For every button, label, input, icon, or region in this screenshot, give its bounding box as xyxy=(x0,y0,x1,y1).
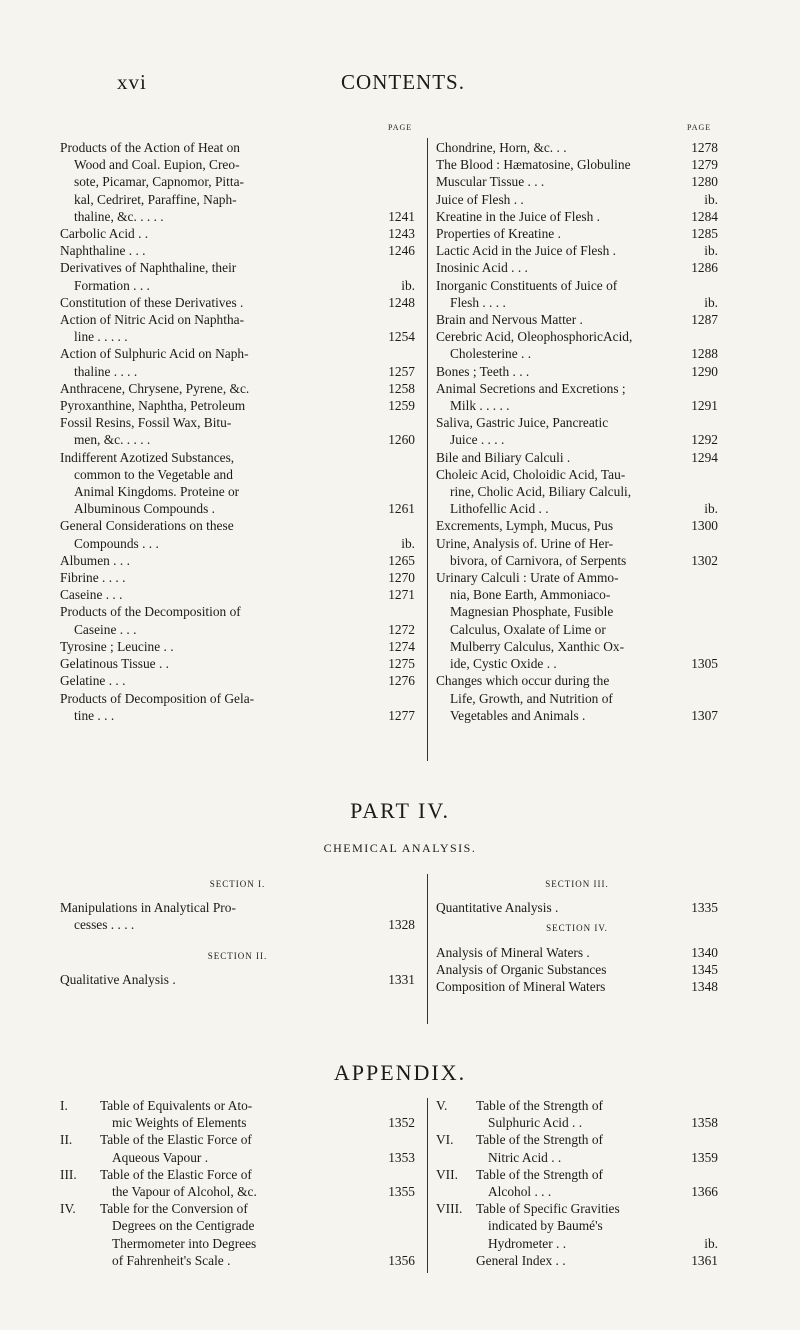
toc-entry xyxy=(60,345,415,379)
toc-entry xyxy=(60,294,415,311)
entry-page-number: 1335 xyxy=(691,900,718,916)
roman-numeral: III. xyxy=(60,1166,77,1182)
entry-page-number: 1257 xyxy=(388,363,415,379)
entry-title-line: General Index . . xyxy=(476,1252,566,1268)
entry-title-line: Thermometer into Degrees xyxy=(112,1235,257,1251)
entry-title-line: line . . . . . xyxy=(74,329,128,345)
toc-entry xyxy=(436,961,718,978)
entry-page-number: 1358 xyxy=(691,1115,718,1131)
entry-title-line: Brain and Nervous Matter . xyxy=(436,312,583,328)
entry-title-line: Cerebric Acid, OleophosphoricAcid, xyxy=(436,329,633,345)
entry-title-line: Naphthaline . . . xyxy=(60,243,146,259)
toc-entry xyxy=(436,363,718,380)
toc-entry xyxy=(436,978,718,995)
roman-numeral: V. xyxy=(436,1098,448,1113)
roman-numeral: II. xyxy=(60,1132,73,1148)
entry-page-number: 1331 xyxy=(388,971,415,987)
page-column-label-right: PAGE xyxy=(687,123,712,132)
entry-title-line: Composition of Mineral Waters xyxy=(436,979,606,995)
entry-page-number: 1277 xyxy=(388,707,415,723)
entry-title-line: Pyroxanthine, Naphtha, Petroleum xyxy=(60,398,246,414)
page-title: CONTENTS. xyxy=(341,70,465,94)
entry-page-number: ib. xyxy=(704,501,718,517)
roman-numeral: I. xyxy=(60,1098,68,1113)
appendix-entry xyxy=(60,1131,415,1165)
entry-page-number: 1270 xyxy=(388,570,415,586)
section-heading: SECTION III. xyxy=(545,879,609,889)
entry-page-number: 1353 xyxy=(388,1149,415,1165)
toc-entry xyxy=(60,899,415,933)
entry-title-line: Anthracene, Chrysene, Pyrene, &c. xyxy=(60,380,250,396)
entry-title-line: Vegetables and Animals . xyxy=(450,707,586,723)
toc-entry xyxy=(436,259,718,276)
entry-page-number: 1305 xyxy=(691,656,718,672)
toc-entry xyxy=(436,225,718,242)
entry-title-line: Fossil Resins, Fossil Wax, Bitu- xyxy=(60,415,232,431)
appendix-entry xyxy=(436,1131,718,1165)
toc-entry xyxy=(436,156,718,173)
entry-page-number: 1287 xyxy=(691,312,718,328)
entry-title-line: Urine, Analysis of. Urine of Her- xyxy=(436,535,614,551)
entry-title-line: Inosinic Acid . . . xyxy=(436,260,528,276)
entry-page-number: 1355 xyxy=(388,1184,415,1200)
entry-title-line: Life, Growth, and Nutrition of xyxy=(450,690,613,706)
entry-page-number: 1261 xyxy=(388,501,415,517)
toc-entry xyxy=(60,603,415,637)
toc-entry xyxy=(436,277,718,311)
entry-page-number: 1260 xyxy=(388,432,415,448)
roman-numeral: VI. xyxy=(436,1132,454,1148)
entry-title-line: Urinary Calculi : Urate of Ammo- xyxy=(436,570,619,586)
toc-entry xyxy=(436,944,718,961)
entry-title-line: nia, Bone Earth, Ammoniaco- xyxy=(450,587,611,603)
toc-entry xyxy=(60,242,415,259)
entry-page-number: ib. xyxy=(704,294,718,310)
toc-entry xyxy=(60,139,415,225)
entry-title-line: Gelatinous Tissue . . xyxy=(60,656,170,672)
entry-page-number: 1286 xyxy=(691,260,718,276)
entry-title-line: Magnesian Phosphate, Fusible xyxy=(450,604,614,620)
entry-title-line: Hydrometer . . xyxy=(488,1235,567,1251)
roman-numeral: VIII. xyxy=(436,1201,463,1217)
entry-title-line: indicated by Baumé's xyxy=(488,1218,603,1234)
entry-title-line: Albumen . . . xyxy=(60,552,130,568)
entry-page-number: 1280 xyxy=(691,174,718,190)
entry-title-line: thaline, &c. . . . . xyxy=(74,208,164,224)
entry-title-line: Action of Sulphuric Acid on Naph- xyxy=(60,346,249,362)
entry-title-line: General Considerations on these xyxy=(60,518,234,534)
entry-page-number: 1345 xyxy=(691,961,718,977)
entry-title-line: Table of Specific Gravities xyxy=(476,1201,620,1217)
entry-title-line: common to the Vegetable and xyxy=(74,466,233,482)
toc-entry xyxy=(436,328,718,362)
entry-page-number: 1243 xyxy=(388,226,415,242)
entry-title-line: Formation . . . xyxy=(74,277,150,293)
entry-page-number: 1340 xyxy=(691,944,718,960)
entry-title-line: Sulphuric Acid . . xyxy=(488,1115,583,1131)
toc-entry xyxy=(436,242,718,259)
appendix-entry xyxy=(436,1166,718,1200)
entry-page-number: ib. xyxy=(704,243,718,259)
section-heading: SECTION II. xyxy=(207,950,268,961)
entry-title-line: cesses . . . . xyxy=(74,917,135,933)
page-number: xvi xyxy=(117,70,147,94)
entry-title-line: Caseine . . . xyxy=(60,587,123,603)
entry-page-number: 1348 xyxy=(691,979,718,995)
appendix-entry xyxy=(436,1097,718,1131)
entry-title-line: Products of the Action of Heat on xyxy=(60,140,240,155)
toc-entry xyxy=(60,397,415,414)
entry-title-line: Nitric Acid . . xyxy=(488,1149,562,1165)
entry-page-number: 1279 xyxy=(691,157,718,173)
entry-title-line: men, &c. . . . . xyxy=(74,432,151,448)
toc-entry xyxy=(60,655,415,672)
entry-title-line: rine, Cholic Acid, Biliary Calculi, xyxy=(450,484,632,500)
toc-entry xyxy=(436,173,718,190)
analysis-column-right xyxy=(436,872,718,995)
toc-entry xyxy=(436,569,718,672)
entry-page-number: ib. xyxy=(401,535,415,551)
entry-page-number: 1352 xyxy=(388,1115,415,1131)
entry-page-number: 1271 xyxy=(388,587,415,603)
entry-page-number: 1258 xyxy=(388,380,415,396)
entry-page-number: 1284 xyxy=(691,208,718,224)
entry-title-line: Milk . . . . . xyxy=(450,398,510,414)
entry-title-line: kal, Cedriret, Paraffine, Naph- xyxy=(74,191,237,207)
toc-entry xyxy=(60,259,415,293)
entry-title-line: Flesh . . . . xyxy=(450,294,506,310)
entry-title-line: Table of the Elastic Force of xyxy=(100,1166,252,1182)
toc-entry xyxy=(436,311,718,328)
toc-entry xyxy=(60,552,415,569)
entry-title-line: Analysis of Organic Substances xyxy=(436,961,607,977)
entry-page-number: 1274 xyxy=(388,638,415,654)
toc-entry xyxy=(436,208,718,225)
appendix-entry xyxy=(436,1252,718,1269)
entry-page-number: 1241 xyxy=(388,208,415,224)
entry-page-number: 1254 xyxy=(388,329,415,345)
entry-title-line: Table of the Strength of xyxy=(476,1166,603,1182)
toc-entry xyxy=(436,139,718,156)
toc-entry xyxy=(60,586,415,603)
roman-numeral: VII. xyxy=(436,1166,458,1182)
entry-title-line: Manipulations in Analytical Pro- xyxy=(60,900,236,916)
entry-title-line: Caseine . . . xyxy=(74,621,137,637)
entry-title-line: Kreatine in the Juice of Flesh . xyxy=(436,208,600,224)
entry-page-number: ib. xyxy=(704,1235,718,1251)
entry-title-line: Products of Decomposition of Gela- xyxy=(60,690,255,706)
entry-title-line: Muscular Tissue . . . xyxy=(436,174,545,190)
entry-title-line: thaline . . . . xyxy=(74,363,138,379)
entry-title-line: Action of Nitric Acid on Naphtha- xyxy=(60,312,245,328)
section-ii xyxy=(60,948,415,988)
appendix-column-right xyxy=(436,1097,718,1269)
entry-title-line: Fibrine . . . . xyxy=(60,570,126,586)
toc-entry xyxy=(436,899,718,916)
toc-entry xyxy=(436,672,718,724)
toc-entry xyxy=(436,535,718,569)
entry-title-line: Chondrine, Horn, &c. . . xyxy=(436,140,567,155)
entry-title-line: Animal Secretions and Excretions ; xyxy=(436,380,626,396)
toc-entry xyxy=(60,690,415,724)
entry-title-line: Products of the Decomposition of xyxy=(60,604,241,620)
toc-entry xyxy=(60,380,415,397)
entry-title-line: Analysis of Mineral Waters . xyxy=(436,944,590,960)
entry-page-number: 1285 xyxy=(691,226,718,242)
toc-entry xyxy=(60,311,415,345)
section-heading: SECTION I. xyxy=(209,879,266,889)
entry-title-line: Degrees on the Centigrade xyxy=(112,1218,255,1234)
entry-title-line: of Fahrenheit's Scale . xyxy=(112,1252,231,1268)
entry-page-number: 1294 xyxy=(691,449,718,465)
entry-title-line: Juice of Flesh . . xyxy=(436,191,524,207)
entry-page-number: 1265 xyxy=(388,552,415,568)
entry-title-line: Changes which occur during the xyxy=(436,673,610,689)
entry-title-line: Table of the Strength of xyxy=(476,1098,603,1113)
entry-page-number: 1366 xyxy=(691,1184,718,1200)
section-iv xyxy=(436,920,718,995)
entry-page-number: 1328 xyxy=(388,917,415,933)
entry-title-line: Excrements, Lymph, Mucus, Pus xyxy=(436,518,614,534)
appendix-entry xyxy=(60,1200,415,1269)
toc-entry xyxy=(60,569,415,586)
entry-title-line: Mulberry Calculus, Xanthic Ox- xyxy=(450,638,625,654)
entry-title-line: Tyrosine ; Leucine . . xyxy=(60,638,174,654)
toc-entry xyxy=(60,638,415,655)
entry-title-line: Aqueous Vapour . xyxy=(112,1149,209,1165)
toc-entry xyxy=(436,191,718,208)
column-divider-analysis xyxy=(427,874,428,1024)
entry-page-number: ib. xyxy=(401,277,415,293)
appendix-entry xyxy=(436,1200,718,1252)
toc-entry xyxy=(60,517,415,551)
entry-title-line: Calculus, Oxalate of Lime or xyxy=(450,621,606,637)
entry-page-number: 1259 xyxy=(388,398,415,414)
entry-title-line: Carbolic Acid . . xyxy=(60,226,149,242)
entry-title-line: Table of the Strength of xyxy=(476,1132,603,1148)
entry-title-line: Constitution of these Derivatives . xyxy=(60,294,244,310)
entry-title-line: Properties of Kreatine . xyxy=(436,226,561,242)
entry-title-line: Table of the Elastic Force of xyxy=(100,1132,252,1148)
entry-title-line: Choleic Acid, Choloidic Acid, Tau- xyxy=(436,466,626,482)
entry-page-number: 1275 xyxy=(388,656,415,672)
entry-page-number: 1290 xyxy=(691,363,718,379)
section-heading: SECTION IV. xyxy=(546,923,608,934)
entry-title-line: sote, Picamar, Capnomor, Pitta- xyxy=(74,174,244,190)
toc-entry xyxy=(436,517,718,534)
toc-entry xyxy=(436,449,718,466)
column-divider-appendix xyxy=(427,1098,428,1273)
page-column-label-left: PAGE xyxy=(388,123,413,132)
entry-page-number: 1359 xyxy=(691,1149,718,1165)
entry-title-line: Bile and Biliary Calculi . xyxy=(436,449,571,465)
appendix-heading: APPENDIX. xyxy=(333,1060,467,1085)
entry-title-line: tine . . . xyxy=(74,707,115,723)
toc-entry xyxy=(436,414,718,448)
entry-page-number: 1288 xyxy=(691,346,718,362)
entry-page-number: 1278 xyxy=(691,140,718,155)
contents-column-left xyxy=(60,139,415,724)
entry-page-number: 1300 xyxy=(691,518,718,534)
roman-numeral: IV. xyxy=(60,1201,76,1217)
entry-title-line: Table of Equivalents or Ato- xyxy=(100,1098,253,1113)
entry-title-line: Inorganic Constituents of Juice of xyxy=(436,277,618,293)
entry-title-line: Lactic Acid in the Juice of Flesh . xyxy=(436,243,616,259)
entry-title-line: Derivatives of Naphthaline, their xyxy=(60,260,237,276)
section-i xyxy=(60,876,415,934)
entry-page-number: 1292 xyxy=(691,432,718,448)
entry-title-line: Alcohol . . . xyxy=(488,1184,552,1200)
entry-title-line: Saliva, Gastric Juice, Pancreatic xyxy=(436,415,609,431)
part-heading: PART IV. xyxy=(350,798,450,823)
appendix-entry xyxy=(60,1097,415,1131)
section-iii xyxy=(436,876,718,916)
toc-entry xyxy=(436,380,718,414)
entry-title-line: Quantitative Analysis . xyxy=(436,900,559,916)
entry-title-line: bivora, of Carnivora, of Serpents xyxy=(450,552,627,568)
toc-entry xyxy=(60,414,415,448)
entry-title-line: Qualitative Analysis . xyxy=(60,971,176,987)
entry-title-line: The Blood : Hæmatosine, Globuline xyxy=(436,157,631,173)
entry-title-line: Animal Kingdoms. Proteine or xyxy=(74,484,240,500)
entry-title-line: Cholesterine . . xyxy=(450,346,532,362)
entry-title-line: ide, Cystic Oxide . . xyxy=(450,656,557,672)
analysis-column-left xyxy=(60,872,415,988)
entry-title-line: Juice . . . . xyxy=(450,432,505,448)
toc-entry xyxy=(436,466,718,518)
entry-page-number: ib. xyxy=(704,191,718,207)
entry-title-line: Bones ; Teeth . . . xyxy=(436,363,530,379)
appendix-entry xyxy=(60,1166,415,1200)
toc-entry xyxy=(60,225,415,242)
entry-page-number: 1302 xyxy=(691,552,718,568)
entry-title-line: Indifferent Azotized Substances, xyxy=(60,449,235,465)
entry-page-number: 1361 xyxy=(691,1252,718,1268)
entry-title-line: the Vapour of Alcohol, &c. xyxy=(112,1184,257,1200)
entry-title-line: Compounds . . . xyxy=(74,535,159,551)
entry-title-line: Table for the Conversion of xyxy=(100,1201,248,1217)
entry-title-line: Gelatine . . . xyxy=(60,673,126,689)
entry-page-number: 1246 xyxy=(388,243,415,259)
entry-page-number: 1272 xyxy=(388,621,415,637)
part-subheading: CHEMICAL ANALYSIS. xyxy=(323,841,477,855)
contents-column-right xyxy=(436,139,718,724)
entry-title-line: mic Weights of Elements xyxy=(112,1115,247,1131)
entry-page-number: 1356 xyxy=(388,1252,415,1268)
entry-page-number: 1307 xyxy=(691,707,718,723)
entry-page-number: 1248 xyxy=(388,294,415,310)
entry-page-number: 1291 xyxy=(691,398,718,414)
entry-title-line: Lithofellic Acid . . xyxy=(450,501,549,517)
appendix-column-left xyxy=(60,1097,415,1269)
entry-page-number: 1276 xyxy=(388,673,415,689)
toc-entry xyxy=(60,971,415,988)
toc-entry xyxy=(60,672,415,689)
entry-title-line: Wood and Coal. Eupion, Creo- xyxy=(74,157,240,173)
entry-title-line: Albuminous Compounds . xyxy=(74,501,215,517)
column-divider xyxy=(427,138,428,761)
toc-entry xyxy=(60,449,415,518)
